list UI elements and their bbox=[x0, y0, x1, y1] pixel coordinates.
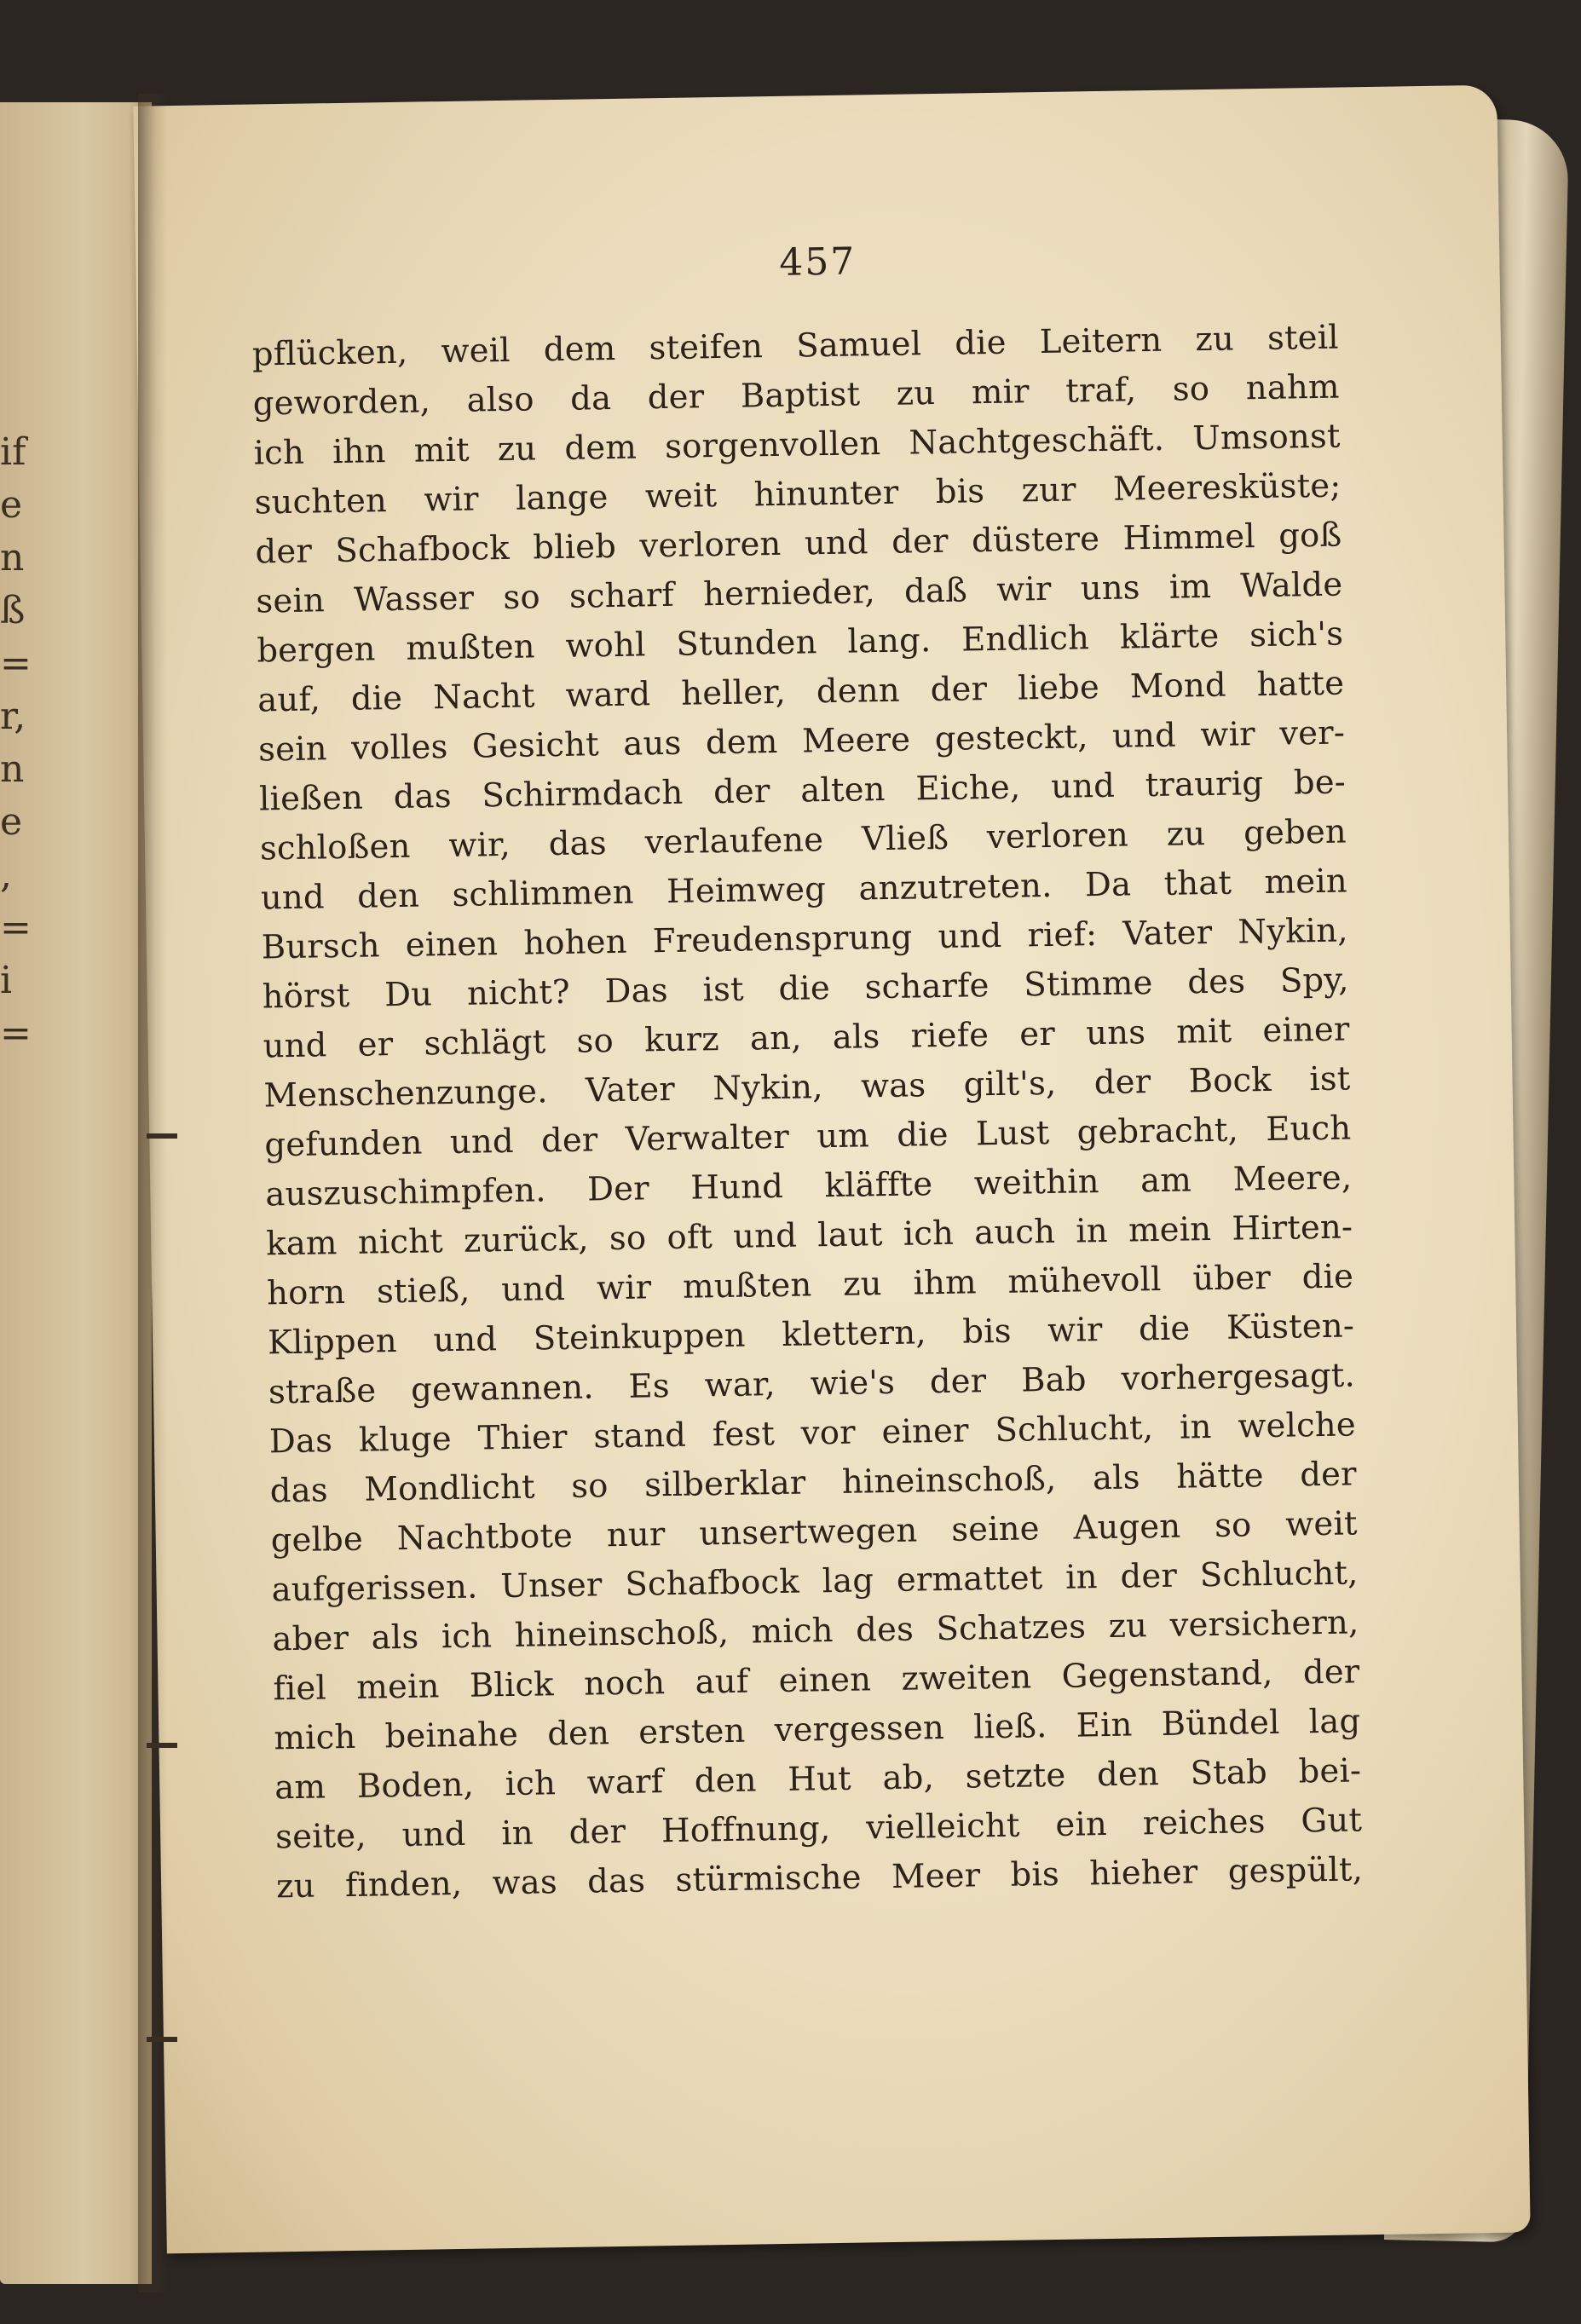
fragment: i bbox=[0, 959, 13, 1002]
body-text bbox=[251, 314, 1363, 1912]
binding-mark bbox=[147, 1133, 177, 1139]
text-line: suchten wir lange weit hinunter bis zur Meeresküste; bbox=[254, 466, 1342, 522]
binding-mark bbox=[147, 2037, 177, 2042]
text-line: fiel mein Blick noch auf einen zweiten Gegenstand, der bbox=[273, 1652, 1360, 1709]
fragment: n bbox=[0, 536, 25, 580]
text-line: bergen mußten wohl Stunden lang. Endlich klärte sich's bbox=[257, 614, 1344, 671]
text-line: am Boden, ich warf den Hut ab, setzte den Stab bei- bbox=[274, 1751, 1362, 1808]
previous-page-edge bbox=[0, 102, 152, 2284]
text-line: zu finden, was das stürmische Meer bis hieher gespült, bbox=[275, 1850, 1364, 1906]
text-line: aber als ich hineinschoß, mich des Schatzes zu versichern, bbox=[272, 1603, 1359, 1659]
text-line: pflücken, weil dem steifen Samuel die Leitern zu steil bbox=[251, 318, 1340, 374]
text-line: ließen das Schirmdach der alten Eiche, und traurig be- bbox=[258, 763, 1347, 819]
previous-page-text-fragments bbox=[0, 426, 34, 1060]
text-line: auf, die Nacht ward heller, denn der liebe Mond hatte bbox=[257, 664, 1345, 720]
text-line: straße gewannen. Es war, wie's der Bab vorhergesagt. bbox=[268, 1356, 1356, 1412]
text-line: seite, und in der Hoffnung, vielleicht ein reiches Gut bbox=[274, 1801, 1363, 1857]
text-line: Menschenzunge. Vater Nykin, was gilt's, der Bock ist bbox=[263, 1059, 1351, 1116]
text-line: sein Wasser so scharf hernieder, daß wir uns im Walde bbox=[256, 565, 1343, 621]
text-line: das Mondlicht so silberklar hineinschoß, als hätte der bbox=[269, 1455, 1358, 1511]
book-page bbox=[133, 85, 1530, 2254]
fragment: e bbox=[0, 800, 23, 844]
text-line: und den schlimmen Heimweg anzutreten. Da that mein bbox=[260, 862, 1348, 918]
text-line: der Schafbock blieb verloren und der düstere Himmel goß bbox=[255, 516, 1342, 572]
text-line: schloßen wir, das verlaufene Vließ verloren zu geben bbox=[259, 812, 1347, 868]
text-line: hörst Du nicht? Das ist die scharfe Stimme des Spy, bbox=[262, 960, 1349, 1017]
text-line: und er schlägt so kurz an, als riefe er uns mit einer bbox=[263, 1010, 1350, 1066]
fragment: e bbox=[0, 483, 23, 527]
text-line: auszuschimpfen. Der Hund kläffte weithin am Meere, bbox=[265, 1158, 1353, 1214]
text-line: Klippen und Steinkuppen klettern, bis wir die Küsten- bbox=[267, 1306, 1355, 1363]
text-line: ich ihn mit zu dem sorgenvollen Nachtgeschäft. Umsonst bbox=[253, 417, 1341, 473]
text-line: sein volles Gesicht aus dem Meere gesteckt, und wir ver- bbox=[257, 713, 1346, 770]
fragment: ß bbox=[0, 589, 26, 632]
text-line: Das kluge Thier stand fest vor einer Schlucht, in welche bbox=[268, 1405, 1357, 1462]
text-line: gefunden und der Verwalter um die Lust gebracht, Euch bbox=[264, 1109, 1352, 1165]
text-line: Bursch einen hohen Freudensprung und rief: Vater Nykin, bbox=[261, 911, 1349, 967]
text-line: geworden, also da der Baptist zu mir traf, so nahm bbox=[252, 367, 1341, 424]
text-line: aufgerissen. Unser Schafbock lag ermattet in der Schlucht, bbox=[271, 1554, 1359, 1610]
fragment: , bbox=[0, 853, 12, 897]
fragment: = bbox=[0, 642, 32, 685]
page-number: 457 bbox=[778, 239, 857, 285]
text-line: mich beinahe den ersten vergessen ließ. Ein Bündel lag bbox=[274, 1702, 1361, 1758]
text-line: kam nicht zurück, so oft und laut ich auch in mein Hirten- bbox=[265, 1208, 1353, 1264]
fragment: n bbox=[0, 747, 25, 791]
fragment: = bbox=[0, 1012, 32, 1055]
fragment: if bbox=[0, 430, 26, 474]
fragment: r, bbox=[0, 695, 26, 738]
text-line: gelbe Nachtbote nur unsertwegen seine Augen so weit bbox=[270, 1504, 1358, 1560]
text-line: horn stieß, und wir mußten zu ihm mühevoll über die bbox=[266, 1257, 1354, 1313]
gutter-shadow bbox=[138, 94, 167, 2292]
binding-mark bbox=[147, 1743, 177, 1748]
fragment: = bbox=[0, 906, 32, 949]
